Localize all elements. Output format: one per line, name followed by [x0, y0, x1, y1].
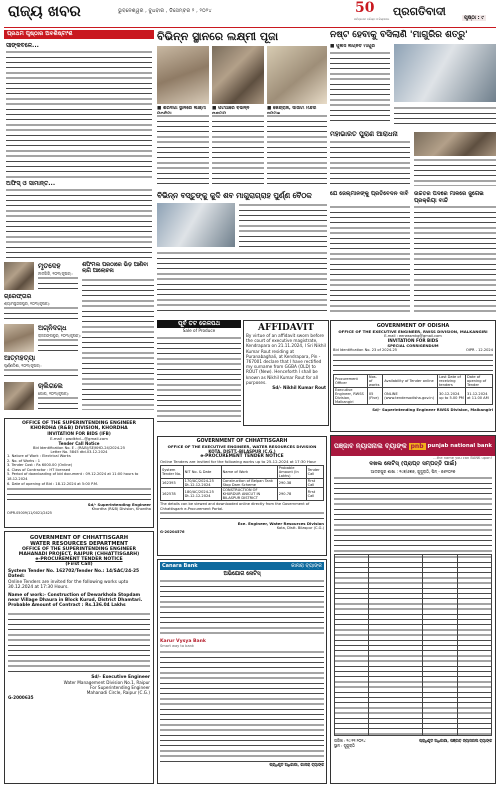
t3-cell: 162393 [161, 479, 184, 488]
temple-body-a [330, 51, 390, 125]
odisha-col: Last Date of receiving tenders [438, 375, 466, 388]
affidavit-body: By virtue of an affidavit sworn before the court of executive magistrate, Kendrapara on 21.11.2024, I Sri Nikhil Kumar Rout residing at Puranabaghali, at Kendrapara, Pin - 767001 declare that I have rectified my surname from GGBA (OLD) to ROUT (New). Henceforth I shall be known as Nikhil Kumar Rout for all purposes. [246, 333, 326, 385]
brief4-body [4, 368, 78, 380]
canara-header [160, 562, 324, 570]
affidavit-title: AFFIDAVIT [258, 323, 314, 333]
mahakala-photo [414, 132, 496, 156]
brief1-body [38, 276, 78, 290]
brief3-meta: ରାଜଗଙ୍ଗପୁର, ୧୦୩(କୃଷକ): [38, 333, 82, 338]
canara-body [160, 579, 324, 637]
odisha-table [333, 374, 493, 405]
kvb-name: Karur Vysya Bank [160, 639, 206, 644]
brief3-body [38, 338, 78, 352]
t3-cell: 290.38 [277, 479, 306, 488]
masthead-rule [4, 27, 496, 28]
t2-hdr5: e-PROCUREMENT TENDER NOTICE [35, 557, 123, 562]
pnb-notice-title: ଦଖଲ ନୋଟିସ୍ (ପ୍ରାପ୍ତ ସମ୍ପତ୍ତି ପାଇଁ) [369, 461, 457, 467]
canara-notice [157, 559, 327, 784]
odisha-ref-no: Bid Identification No. 23 of 2024-25 [333, 348, 398, 352]
pnb-sign: ପ୍ରାଧିକୃତ ଅଧିକାରୀ, ପଞ୍ଜାବ ନ୍ୟାସନାଲ ବ୍ୟାଙ୍କ [419, 738, 492, 743]
caption-1: ■ ଶରଦିଗା ସ୍ଥାନରେ ଲକ୍ଷ୍ମୀ [157, 106, 206, 111]
brief1-meta: ନୀଳଗିରି, ୧୦୩(କୃଷକ): [38, 271, 73, 276]
odisha-cell: ONLINE (www.tendersodisha.gov.in) [383, 388, 438, 405]
lakshmi-body-c [267, 114, 327, 186]
brief2-meta: ଶ୍ୟାମସୁନ୍ଦରପୁର, ୧୦୩(କୃଷକ): [4, 301, 51, 306]
lakshmi-photo-2 [212, 46, 264, 104]
t2-body [8, 612, 150, 672]
t3-cell: CONSTRUCTION OF KHURDUR ANICUT IN BILASPUR DISTRICT [221, 488, 277, 501]
t3-col: System Tender No. [161, 466, 184, 479]
t2-sign2: Water Management Division No.1, Raipur [63, 679, 150, 685]
section-title: ରାଜ୍ୟ ଖବର [8, 2, 81, 20]
canara-name-or: କାନାରା ବ୍ୟାଙ୍କ [291, 563, 322, 569]
meeting-photo [157, 203, 235, 247]
t1-memo: OIPR-05009/11/0021/2425 [7, 511, 52, 516]
shopping-block [82, 262, 154, 412]
t3-table-header [161, 466, 324, 479]
odisha-hdr1: GOVERNMENT OF ODISHA [376, 323, 450, 329]
brief2-title: ଗ୍ରେଫ୍ତାର [4, 293, 32, 300]
railway-sub: Sale of Produce [182, 328, 216, 333]
t3-hdr2: OFFICE OF THE EXECUTIVE ENGINEER, WATER RESOURCES DIVISION [167, 444, 317, 449]
t2-sys: System Tender No. 162702/Tender No.: 14/SAC/24-25 Dated: [8, 569, 140, 580]
affidavit-sign: Sd/- Nikhil Kumar Rout [272, 385, 326, 391]
pnb-tagline: ...the name you can BANK upon! [433, 456, 492, 460]
odisha-sign: Sd/- Superintending Engineer RWSS Division, Malkangiri [372, 407, 493, 412]
odisha-ref-date: OIPR - 12.2024 [466, 348, 493, 352]
t3-online: Online Tenders are invited for the following works up to 25-12-2024 at 17:30 Hour [160, 459, 317, 464]
kota-tender [157, 436, 327, 556]
t2-online: Online Tenders are invited for the following works upto 30.12.2024 at 17:30 Hours. [8, 579, 129, 591]
railway-body [157, 336, 241, 424]
masthead [0, 0, 500, 28]
lakshmi-photo-1 [157, 46, 209, 104]
t3-sign: Exe. Engineer, Water Resources Division [237, 521, 324, 527]
t3-cell: 180/AC/2024-25 Dt.12.12.2024 [183, 488, 221, 501]
t3-cell: First Call [306, 479, 323, 488]
story2-body [6, 188, 152, 258]
pnb-table [334, 554, 492, 736]
temple-photo [394, 44, 496, 102]
pnb-header [331, 436, 495, 456]
t1-ref: Bid Identification No. E - (R&B)/SE/KHD-24/2024-25 [32, 446, 126, 450]
t3-cell: 170/AC/2024-25 Dt.12.12.2024 [183, 479, 221, 488]
pnb-date: ତାରିଖ : ୨୯.୧୧.୨୦୨୪ [334, 738, 366, 743]
page-number: ପୃଷ୍ଠା : ୯ [464, 15, 484, 21]
t1-sign: Sd/- Superintending Engineer [87, 502, 151, 508]
mahakala-title: ମହାଭାରତ ପୁରାଣ ଆରାଧନା [330, 130, 398, 138]
list-item: 5. Period of downloading of bid document : 09.12.2024 at 11:00 hours to 18.12.2024 [7, 472, 139, 481]
left-column [4, 30, 154, 415]
pnb-logo [409, 443, 492, 450]
t3-col: Probable Amount (In Lakhs) [277, 466, 306, 479]
pnb-place: ସ୍ଥାନ : ଗୁଜୁରାଠି [334, 743, 355, 748]
jaga-story [157, 430, 327, 434]
pnb-logo-icon: pnb [410, 442, 424, 450]
list-item: 4. Class of Contractor : HT licensed [7, 467, 71, 472]
meeting-headline: ବିଭିନ୍ନ ବସ୍ତୁଙ୍କୁ କୁଦି ଶବ ମାଗୁରାଗ୍ରାହ ପୁର୍ଣ୍ଣ ବୈଠକ [157, 191, 312, 200]
canara-table-area [160, 650, 324, 762]
lakshmi-photo-3 [267, 46, 327, 104]
lakshmi-body-a [157, 114, 209, 186]
t1-items [7, 454, 151, 486]
t3-hdr1: GOVERNMENT OF CHHATTISGARH [196, 439, 288, 444]
t3-col: Tender Call [306, 466, 323, 479]
t1-email: E-mail : pwdkhd...@gmail.com [50, 436, 108, 441]
mahakala-body [330, 140, 410, 186]
gov-odisha-notice [330, 320, 496, 432]
odisha-hdr3: E-mail : eerwssmkg@gmail.com [384, 334, 442, 338]
t1-call: Tender Call Notice [58, 441, 100, 446]
story2-title: ଅଫିସ୍ ଓ ସାମାନ୍ତ... [6, 180, 56, 187]
odisha-cell: 30.12.2024 up to 5.00 PM [438, 388, 466, 405]
t3-col: Name of Work [221, 466, 277, 479]
caption-4: ■ ପୁଲିସ ଲଗ୍ନିତ ମାଗୁରି [330, 44, 376, 49]
kvb-sub: Smart way to bank [160, 644, 195, 648]
mahakala-body-b [414, 158, 496, 186]
brief3-title: ଅଗ୍ନିଦଗ୍ଧ [38, 324, 67, 332]
brief-photo-3 [4, 382, 34, 410]
brief-photo-2 [4, 324, 34, 352]
t1-hdr1: OFFICE OF THE SUPERINTENDING ENGINEER [22, 421, 136, 426]
t2-sign: Sd/- Executive Engineer [91, 674, 150, 680]
brief5-title: ଚାଲିଗଲେ [38, 382, 63, 390]
canara-name: Canara Bank [162, 563, 198, 569]
meeting-body-a [239, 203, 327, 247]
t2-hdr3: OFFICE OF THE SUPERINTENDING ENGINEER [22, 547, 136, 552]
pnb-name-or: ପଞ୍ଜାବ ନ୍ୟାସନାଲ ବ୍ୟାଙ୍କ [334, 441, 407, 450]
brief5-body [38, 396, 78, 410]
lakshmi-headline: ବିଭିନ୍ନ ସ୍ଥାନରେ ଲକ୍ଷ୍ମୀ ପୂଜା [157, 30, 279, 43]
kicker-bar: ପ୍ରଥମ ପୃଷ୍ଠାର ଅବଶିଷ୍ଟାଂଶ [4, 30, 154, 39]
t2-pac: Probable Amount of Contract : Rs.136.04 Lakhs [8, 603, 126, 609]
t3-hdr3: KOTA, DISTT.-BILASPUR (C.G.) [208, 449, 276, 454]
story1-title: ସୀଙ୍କବଳେ... [6, 42, 39, 49]
affidavit-box [243, 320, 329, 426]
odisha-col: Procurement Officer [334, 375, 368, 388]
brief2-body [4, 306, 78, 320]
fifty-years-logo: 50 [355, 0, 375, 16]
odisha-col: Availability of Tender online [383, 375, 438, 388]
odisha-cell: Executive Engineer, RWSS Division, Malkangiri [334, 388, 368, 405]
lakshmi-body-b [212, 114, 264, 186]
list-item: 1. Nature of Work : Electrical Works [7, 454, 71, 458]
brief-photo-1 [4, 262, 34, 290]
brief4-meta: ପୂର୍ଣ୍ଣଦିଶା, ୧୦୩(କୃଷକ): [4, 363, 42, 368]
odisha-body [333, 353, 493, 373]
t1-hdr2: KHORDHA (R&B) DIVISION, KHORDHA [30, 426, 128, 431]
brief4-title: ଆତ୍ମହତ୍ୟା [4, 354, 36, 362]
pnb-table-col [369, 555, 422, 735]
t2-hdr6: (First Call) [65, 562, 93, 567]
caption-2: ■ ପଟିଆରେ ବିଭିନ୍ନ [212, 106, 250, 111]
t2-work: Name of work:- Construction of Dewarkhola Stopdam near Village Dhaura in Block Kurud, District Dhamtari. [8, 592, 143, 604]
ambulance-headline: ଯେ ଜେଲ୍‌ମାନଙ୍କୁ ପ୍ରତିବେଦନ ଦାବି [330, 191, 409, 197]
pnb-table-col [423, 555, 456, 735]
lakshmi-story [157, 30, 327, 188]
odisha-cell: 05 (Five) [367, 388, 382, 405]
pnb-table-col [335, 555, 368, 735]
caption-3: ■ କେନ୍ଦ୍ରାଜ, ସାଉଁଟା ମନ୍ଦିର [267, 106, 317, 111]
pnb-name-en: punjab national bank [427, 443, 492, 449]
shopping-body [82, 278, 154, 410]
t3-cell: 290.78 [277, 488, 306, 501]
dateline: ଭୁବନେଶ୍ୱର , ବୁଧବାର , ଡିସେମ୍ବର ୨ , ୨୦୨୪ [118, 8, 212, 14]
brand-name: ପ୍ରଗତିବାଦୀ [393, 5, 446, 18]
t3-cell: Construction of Belpan Tank Stop Dam Scheme [221, 479, 277, 488]
khordha-tender [4, 418, 154, 528]
t3-col: NIT No. & Date [183, 466, 221, 479]
ambulance-story [330, 191, 496, 317]
t2-sign4: Mahanadi Circle, Raipur (C.G.) [86, 689, 150, 695]
table-row [161, 488, 324, 501]
fifty-years-sub: ସର୍ବପ୍ରଥମ ବଳିଷ୍ଠ ଓ ନିଷ୍ଠାପର [354, 17, 390, 21]
raipur-tender [4, 531, 154, 784]
t2-hdr4: MAHANADI PROJECT, RAIPUR (CHHATTISGARH) [18, 552, 140, 557]
t3-cell: First Call [306, 488, 323, 501]
t2-hdr2: WATER RESOURCES DEPARTMENT [30, 541, 128, 547]
meeting-story [157, 191, 327, 317]
t3-hdr4: e-PROCUREMENT TENDER NOTICE [200, 454, 284, 459]
railway-title: ପୂର୍ବ ତଟ ରେଳପଥ [157, 320, 241, 328]
brief5-meta: ଗୋପ, ୧୦୩(କୃଷକ): [38, 391, 70, 396]
nuapada-headline: ଉଚ୍ଚତର ପଦରେ ମାଳରେ ଜୁଗେଇ ପ୍ରକ୍ରିୟା ବାନ୍ଦି [414, 191, 484, 204]
canara-title: ଅଭିଯୋଗ ନୋଟିସ୍ [223, 571, 261, 577]
table-row [334, 388, 493, 405]
odisha-col: Nos. of works [367, 375, 382, 388]
pnb-notice [330, 435, 496, 784]
odisha-ref [333, 348, 493, 352]
odisha-hdr2: OFFICE OF THE EXECUTIVE ENGINEER, RWSS DIVISION, MALKANGIRI [338, 329, 488, 334]
t3-cell: 162578 [161, 488, 184, 501]
t2-hdr1: GOVERNMENT OF CHHATTISGARH [29, 535, 129, 541]
canara-sign: ପ୍ରାଧିକୃତ ଅଧିକାରୀ, କାନାରା ବ୍ୟାଙ୍କ [269, 762, 324, 767]
story1-body [6, 50, 152, 178]
pnb-body [334, 476, 492, 552]
pnb-branch: ଆଦରପୁର ଶାଖା : ୧୯୭/୬୭୭, ଗୁଜୁରାଠି, ପିନ୍ - ୭୬୨୦୨୭ [370, 469, 456, 474]
t3-table [160, 465, 324, 501]
t3-body [160, 511, 324, 521]
list-item: 3. Tender Cost : Rs 6000.00 (Online) [7, 463, 73, 468]
t2-code: G-2000635 [8, 694, 34, 700]
odisha-col: Date of opening of Tender [465, 375, 492, 388]
odisha-hdr5: SPECIAL CORRIGENDUM [387, 343, 439, 348]
list-item: 2. No. of Works : 1 [7, 458, 41, 463]
pnb-table-col [458, 555, 491, 735]
temple-headline: ନଷ୍ଟ ହେବାକୁ ବସିଲାଣି 'ମାଗୁରିର ଶତ୍ରୁ' [330, 30, 468, 40]
railway-ad [157, 320, 241, 426]
t1-letter: Letter No. 5845 dtd.03.12.2024 [50, 450, 108, 454]
shopping-title: ଶପିଂମଲ ପରଠାରେ ଭିଡ଼ ଆଣିବା ଲାଗି ଆଲୋଚନା [82, 262, 148, 275]
t1-body [7, 487, 151, 501]
meeting-body-b [157, 251, 327, 313]
table-row [161, 479, 324, 488]
ambulance-body [330, 205, 410, 313]
odisha-table-header [334, 375, 493, 388]
t1-sign2: Khordha (R&B) Division, Khordha [91, 507, 151, 512]
t3-note: The details can be viewed and downloaded online directly from the Government of Chhattisgarh e-Procurement Portal. [160, 502, 310, 511]
odisha-cell: 31.12.2024 at 11.00 AM [465, 388, 492, 405]
t3-code: G-20204576 [160, 530, 185, 535]
t3-sign2: Kota, Distt. Bilaspur (C.G.) [276, 526, 324, 531]
brief1-title: ମୃତଦେହ [38, 262, 61, 270]
t1-hdr3: INVITATION FOR BIDS (IFB) [47, 431, 111, 436]
list-item: 6. Date of opening of Bid : 18.12.2024 at 5:00 P.M. [7, 481, 99, 486]
nuapada-body [414, 205, 496, 313]
temple-story [330, 30, 496, 188]
temple-body-b [394, 106, 496, 128]
t2-sign3: For Superintending Engineer [90, 684, 150, 690]
odisha-hdr4: INVITATION FOR BIDS [387, 338, 439, 343]
